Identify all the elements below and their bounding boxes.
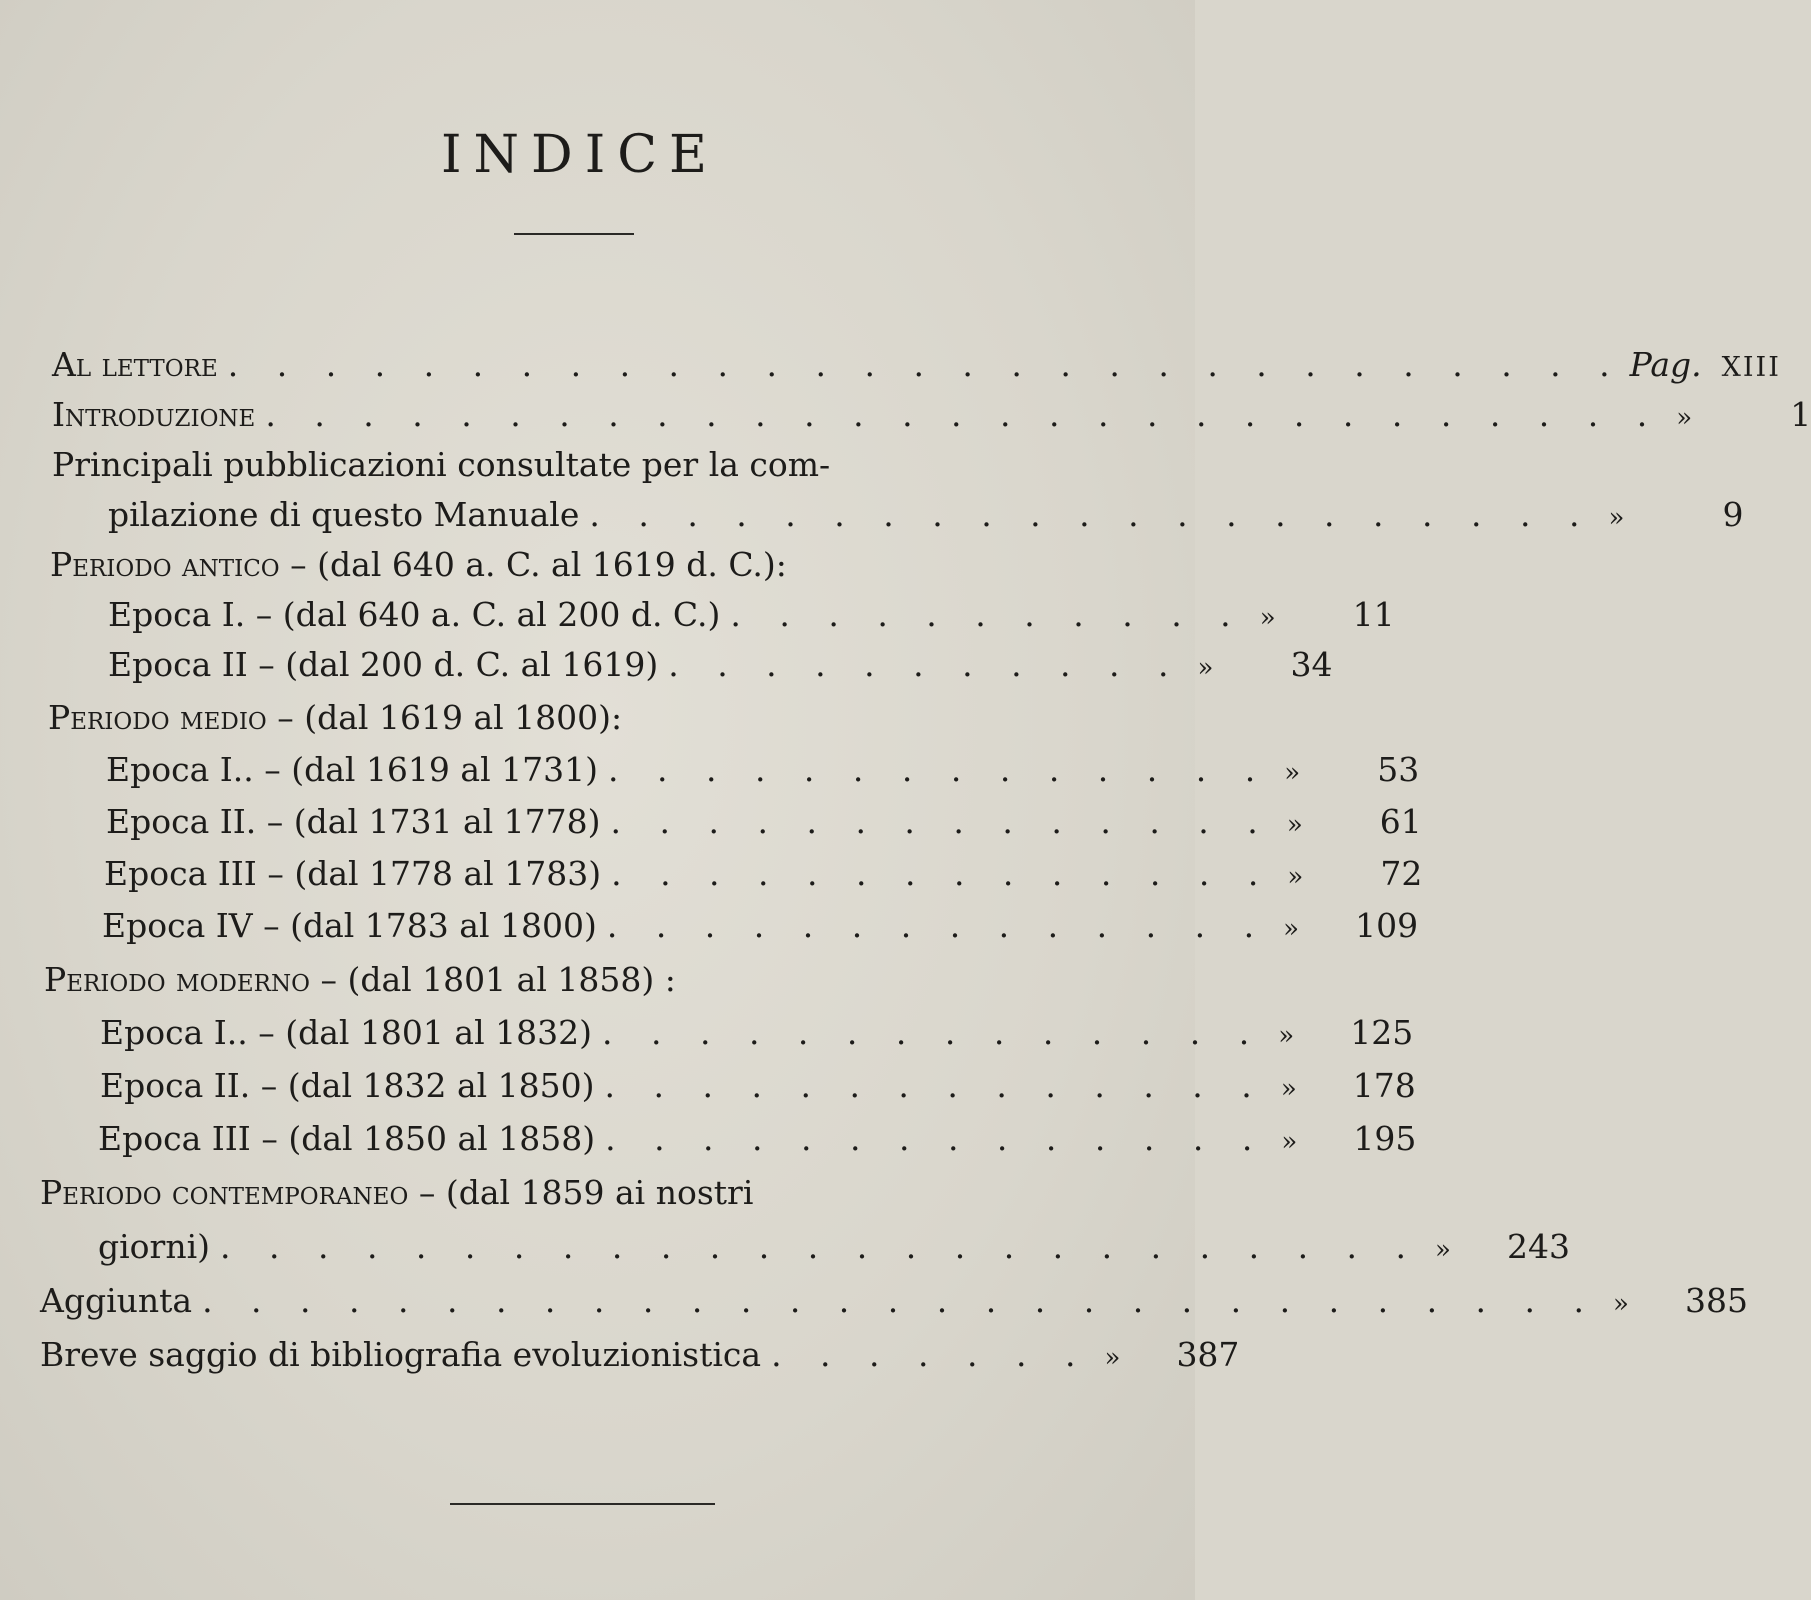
leader-dots: . . . . . . . . . . . . . . . . . . . . . <box>589 495 1594 534</box>
toc-page-number: XIII <box>1721 352 1781 383</box>
toc-page-number: 34 <box>1290 645 1333 684</box>
title-rule <box>514 233 634 235</box>
toc-entry[interactable] <box>104 854 1423 904</box>
toc-entry[interactable] <box>98 1227 1571 1277</box>
leader-dots: . . . . . . . . . . . . . . <box>611 854 1273 893</box>
leader-dots: . . . . . . . . . . . . . . <box>606 906 1269 945</box>
leader-dots: . . . . . . . . . . . . . . . . . . . . . . . . . . . . . <box>265 395 1662 434</box>
toc-entry-label: Breve saggio di bibliografia evoluzionistica <box>40 1335 762 1374</box>
toc-section-name: Periodo contemporaneo <box>40 1173 409 1212</box>
toc-ditto-mark: » <box>1284 758 1301 788</box>
toc-entry-label: Epoca I.. – (dal 1801 al 1832) <box>100 1013 592 1052</box>
leader-dots: . . . . . . . . . . . <box>730 595 1245 634</box>
toc-entry[interactable] <box>108 595 1395 645</box>
toc-ditto-mark: » <box>1197 653 1214 683</box>
toc-entry-label: Epoca II. – (dal 1832 al 1850) <box>100 1066 595 1105</box>
toc-page-number: 109 <box>1355 906 1419 945</box>
toc-entry-label-continuation: giorni) <box>98 1227 211 1266</box>
toc-entry[interactable] <box>52 345 1781 395</box>
leader-dots: . . . . . . . . . . . . . . <box>610 802 1272 841</box>
leader-dots: . . . . . . . . . . . . . . . . . . . . . . . . . <box>220 1227 1421 1266</box>
toc-entry[interactable] <box>106 802 1422 852</box>
toc-page-prefix: Pag. <box>1629 345 1702 384</box>
toc-entry-label: Introduzione <box>52 395 256 434</box>
leader-dots: . . . . . . . <box>771 1335 1090 1374</box>
toc-ditto-mark: » <box>1259 603 1276 633</box>
toc-entry[interactable] <box>108 645 1333 695</box>
toc-section-range: – (dal 640 a. C. al 1619 d. C.): <box>290 545 787 584</box>
toc-ditto-mark: » <box>1281 1127 1298 1157</box>
toc-page-number: 387 <box>1176 1335 1240 1374</box>
toc-entry-label: Epoca IV – (dal 1783 al 1800) <box>102 906 597 945</box>
leader-dots: . . . . . . . . . . . . . . . . . . . . . . . . . . . . . <box>202 1281 1598 1320</box>
toc-page-number: 178 <box>1352 1066 1416 1105</box>
toc-entry-label: Epoca II. – (dal 1731 al 1778) <box>106 802 601 841</box>
toc-ditto-mark: » <box>1286 810 1303 840</box>
toc-page-number: 385 <box>1685 1281 1748 1320</box>
toc-entry[interactable] <box>52 395 1811 445</box>
toc-page-number: 243 <box>1507 1227 1571 1266</box>
leader-dots: . . . . . . . . . . . . . . <box>604 1066 1266 1105</box>
toc-entry-label: Epoca III – (dal 1778 al 1783) <box>104 854 602 893</box>
toc-section-range: – (dal 1859 ai nostri <box>418 1173 754 1212</box>
toc-ditto-mark: » <box>1676 403 1693 433</box>
toc-section-name: Periodo moderno <box>44 960 310 999</box>
leader-dots: . . . . . . . . . . . . . . <box>605 1119 1267 1158</box>
toc-ditto-mark: » <box>1435 1235 1451 1265</box>
toc-ditto-mark: » <box>1283 914 1300 944</box>
toc-section-name: Periodo medio <box>48 698 267 737</box>
toc-ditto-mark: » <box>1613 1289 1629 1319</box>
leader-dots: . . . . . . . . . . . <box>668 645 1183 684</box>
toc-page-number: 53 <box>1377 750 1420 789</box>
toc-section-heading <box>50 545 787 595</box>
toc-page-number: 61 <box>1379 802 1422 841</box>
toc-entry[interactable] <box>100 1013 1414 1063</box>
table-of-contents <box>0 345 1811 1405</box>
toc-page-number: 1 <box>1790 395 1811 434</box>
toc-page-number: 195 <box>1353 1119 1417 1158</box>
toc-entry-label: Epoca I. – (dal 640 a. C. al 200 d. C.) <box>108 595 721 634</box>
toc-section-heading <box>48 698 622 748</box>
leader-dots: . . . . . . . . . . . . . . . . . . . . . . . . . . . . . <box>227 345 1624 384</box>
toc-entry[interactable] <box>40 1335 1240 1385</box>
toc-section-range: – (dal 1619 al 1800): <box>277 698 623 737</box>
toc-entry[interactable] <box>102 906 1419 956</box>
toc-entry-label-continuation: pilazione di questo Manuale <box>108 495 580 534</box>
leader-dots: . . . . . . . . . . . . . . <box>602 1013 1264 1052</box>
toc-ditto-mark: » <box>1104 1343 1121 1373</box>
toc-entry[interactable] <box>106 750 1420 800</box>
toc-entry-label: Al lettore <box>52 345 218 384</box>
end-rule <box>450 1503 715 1505</box>
toc-ditto-mark: » <box>1287 862 1304 892</box>
toc-entry[interactable] <box>40 1281 1748 1331</box>
toc-page-number: 11 <box>1352 595 1395 634</box>
toc-section-name: Periodo antico <box>50 545 280 584</box>
toc-entry-label: Aggiunta <box>40 1281 193 1320</box>
toc-ditto-mark: » <box>1278 1021 1295 1051</box>
toc-entry[interactable] <box>108 495 1744 545</box>
toc-section-range: – (dal 1801 al 1858) : <box>320 960 676 999</box>
toc-page-number: 9 <box>1722 495 1744 534</box>
toc-page-number: 125 <box>1350 1013 1414 1052</box>
toc-entry-label: Epoca II – (dal 200 d. C. al 1619) <box>108 645 659 684</box>
page-title: INDICE <box>440 125 720 185</box>
toc-page-number: 72 <box>1380 854 1423 893</box>
toc-entry-label: Epoca I.. – (dal 1619 al 1731) <box>106 750 598 789</box>
toc-ditto-mark: » <box>1608 503 1625 533</box>
toc-section-heading <box>44 960 676 1010</box>
toc-entry[interactable] <box>98 1119 1417 1169</box>
leader-dots: . . . . . . . . . . . . . . <box>608 750 1270 789</box>
toc-entry[interactable] <box>100 1066 1416 1116</box>
toc-entry-label: Principali pubblicazioni consultate per la com- <box>52 445 831 484</box>
toc-section-heading <box>40 1173 753 1223</box>
toc-ditto-mark: » <box>1280 1074 1297 1104</box>
toc-entry-label: Epoca III – (dal 1850 al 1858) <box>98 1119 596 1158</box>
